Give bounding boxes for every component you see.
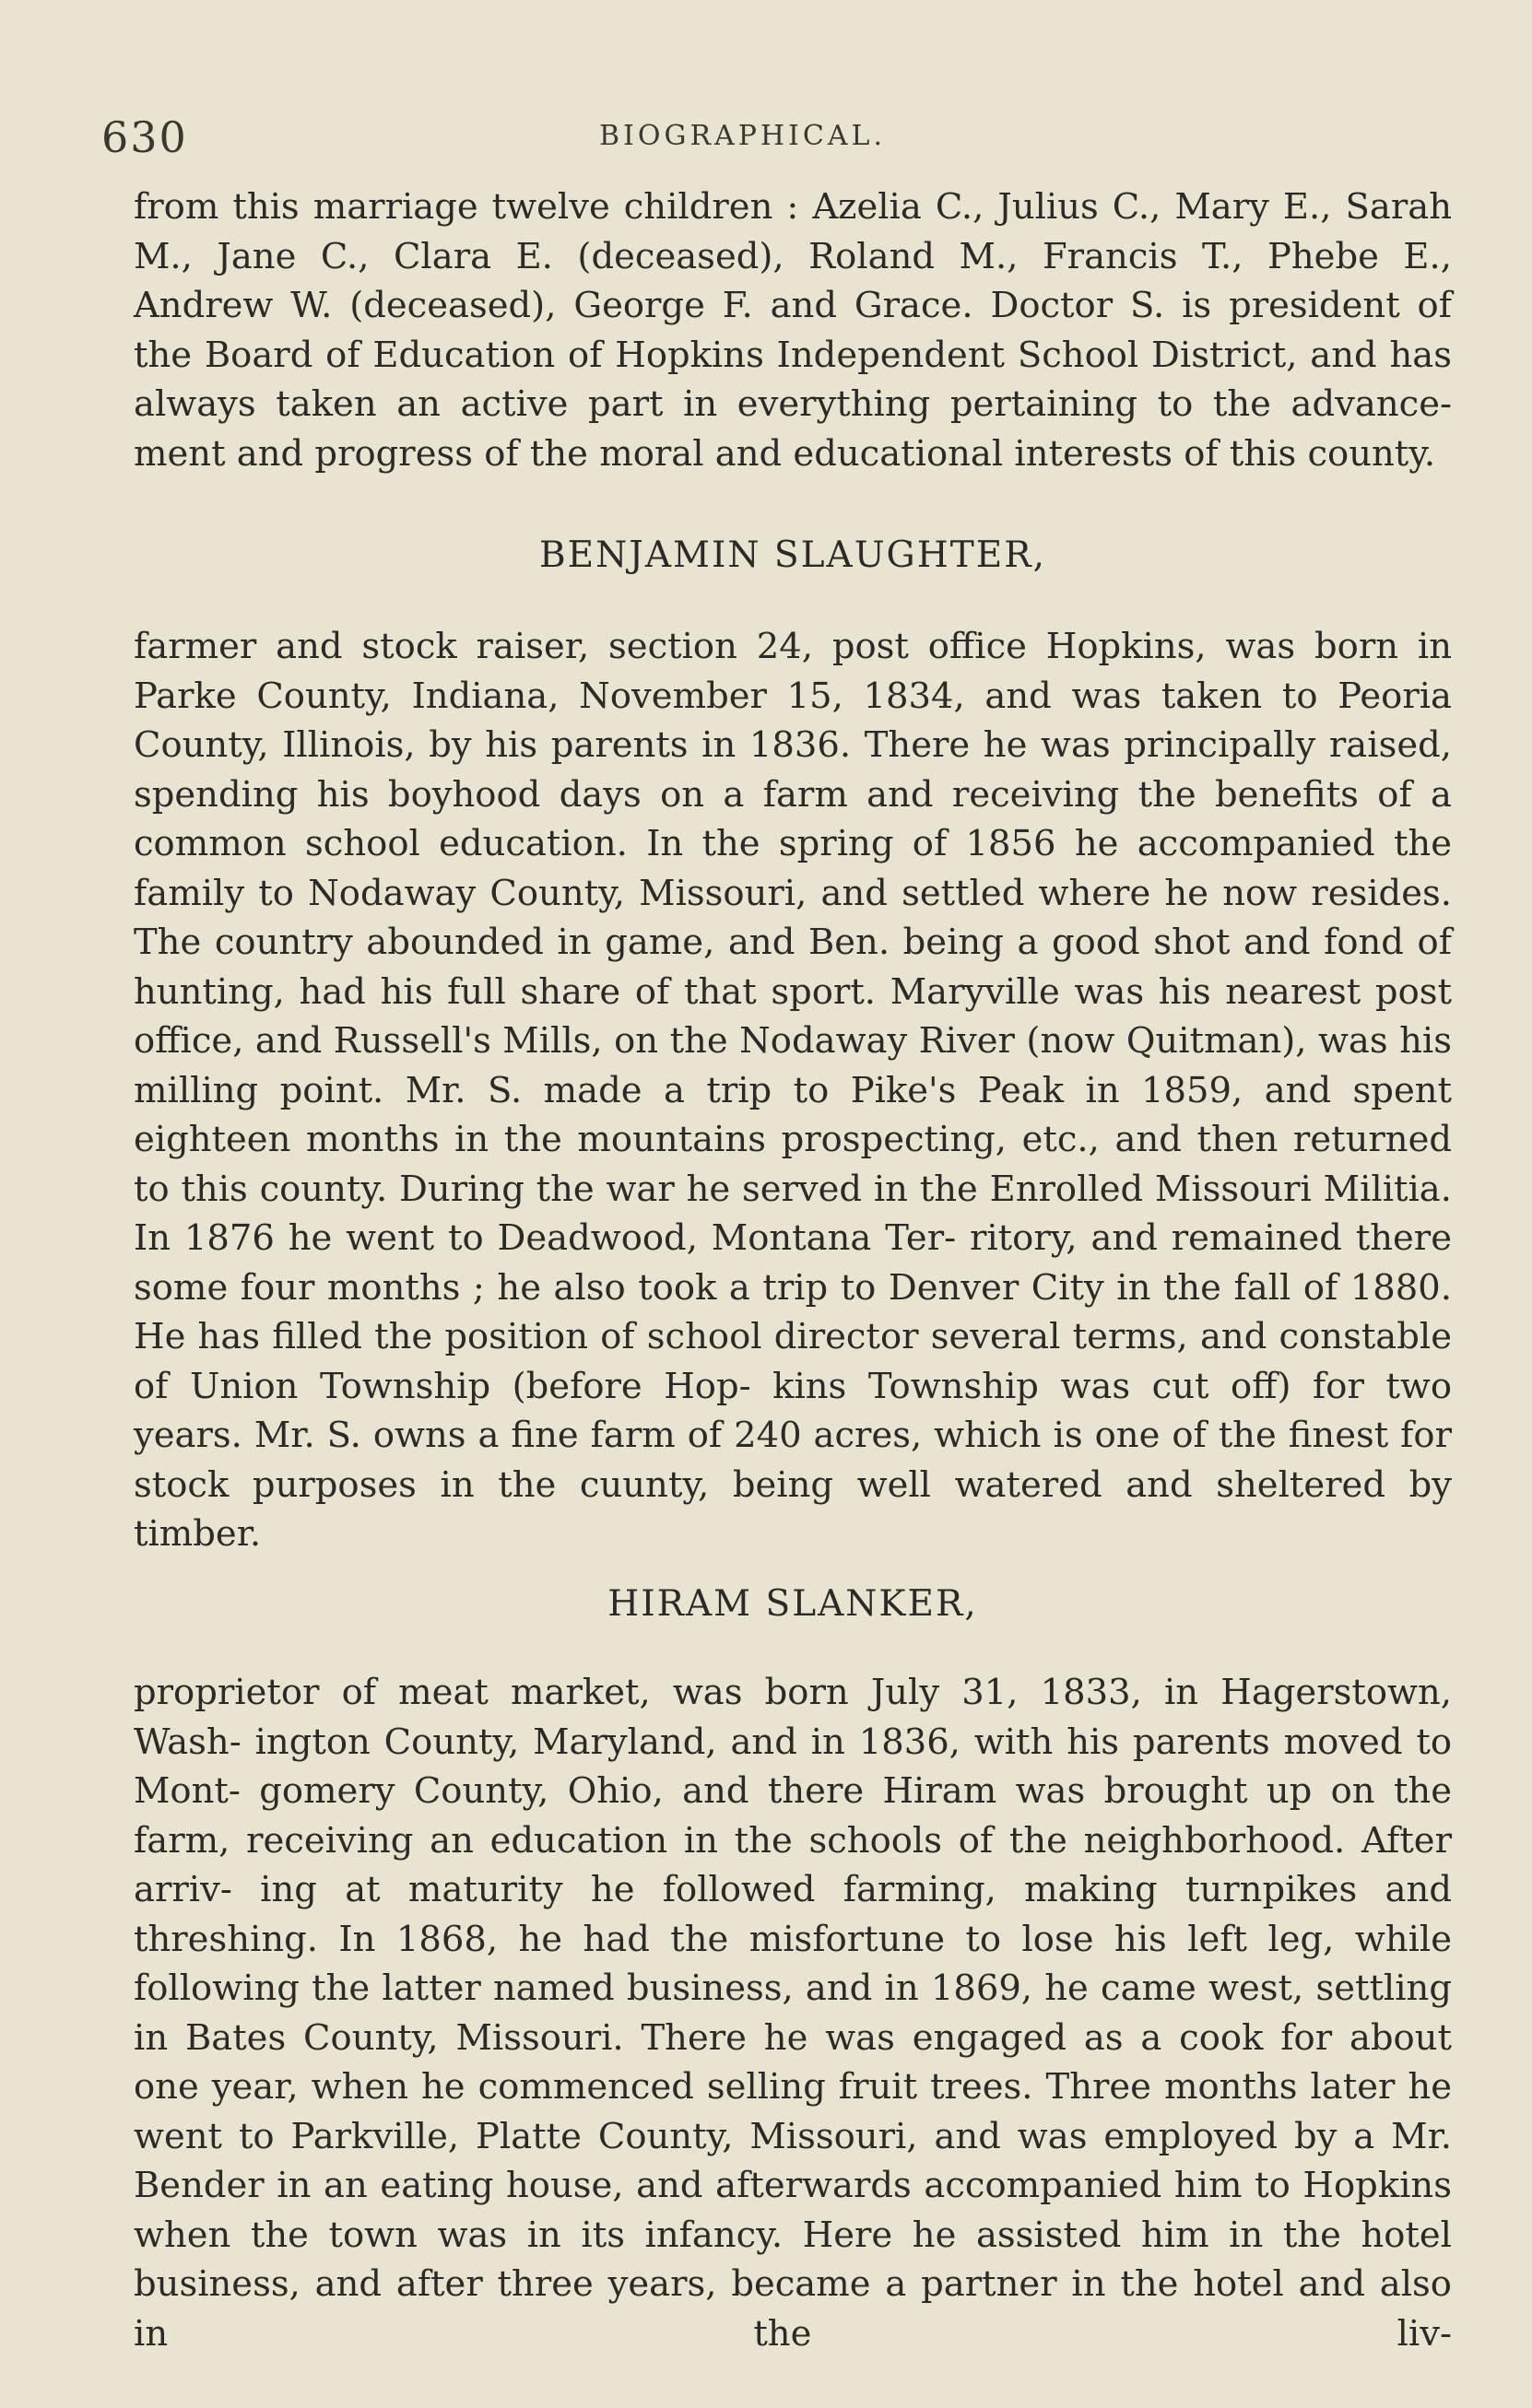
paragraph-hiram-slanker: proprietor of meat market, was born July 31, 1833, in Hagerstown, Wash- ington County, Maryland, and in 1836, with his parents moved to Mont- gomery County, Ohio, and there Hiram was brought up on the farm, receiving an education in the schools of the neighborhood. After arriv- ing at maturity he followed farming, making turnpikes and threshing. In 1868, he had the misfortune to lose his left leg, while following the latter named business, and in 1869, he came west, settling in Bates County, Missouri. There he was engaged as a cook for about one year, when he commenced selling fruit trees. Three months later he went to Parkville, Platte County, Missouri, and was employed by a Mr. Bender in an eating house, and afterwards accompanied him to Hopkins when the town was in its infancy. Here he assisted him in the hotel business, and after three years, became a partner in the hotel and also in the liv- bbox=[134, 1672, 1452, 2355]
running-head: BIOGRAPHICAL. bbox=[599, 120, 886, 152]
paragraph-benjamin-slaughter: farmer and stock raiser, section 24, post office Hopkins, was born in Parke County, Indiana, November 15, 1834, and was taken to Peoria County, Illinois, by his parents in 1836. There he was principally raised, spending his boyhood days on a farm and receiving the benefits of a common school education. In the spring of 1856 he accompanied the family to Nodaway County, Missouri, and settled where he now resides. The country abounded in game, and Ben. being a good shot and fond of hunting, had his full share of that sport. Maryville was his nearest post office, and Russell's Mills, on the Nodaway River (now Quitman), was his milling point. Mr. S. made a trip to Pike's Peak in 1859, and spent eighteen months in the mountains prospecting, etc., and then returned to this county. During the war he served in the Enrolled Missouri Militia. In 1876 he went to Deadwood, Montana Ter- ritory, and remained there some four months ; he also took a trip to Denver City in the fall of 1880. He has filled the position of school director several terms, and constable of Union Township (before Hop- kins Township was cut off) for two years. Mr. S. owns a fine farm of 240 acres, which is one of the finest for stock purposes in the cuunty, being well watered and sheltered by timber. bbox=[134, 626, 1452, 1555]
biography-hiram-slanker bbox=[134, 1668, 1452, 2358]
section-heading-benjamin-slaughter: BENJAMIN SLAUGHTER, bbox=[539, 534, 1046, 576]
biography-benjamin-slaughter bbox=[134, 622, 1452, 1559]
continued-biography bbox=[134, 182, 1452, 478]
page-number: 630 bbox=[101, 112, 188, 162]
section-heading-hiram-slanker: HIRAM SLANKER, bbox=[607, 1583, 978, 1625]
paragraph-continued: from this marriage twelve children : Azelia C., Julius C., Mary E., Sarah M., Jane C., Clara E. (deceased), Roland M., Francis T., Phebe E., Andrew W. (deceased), George F. and Grace. Doctor S. is president of the Board of Education of Hopkins Independent School District, and has always taken an active part in everything pertaining to the advance- ment and progress of the moral and educational interests of this county. bbox=[134, 186, 1452, 475]
